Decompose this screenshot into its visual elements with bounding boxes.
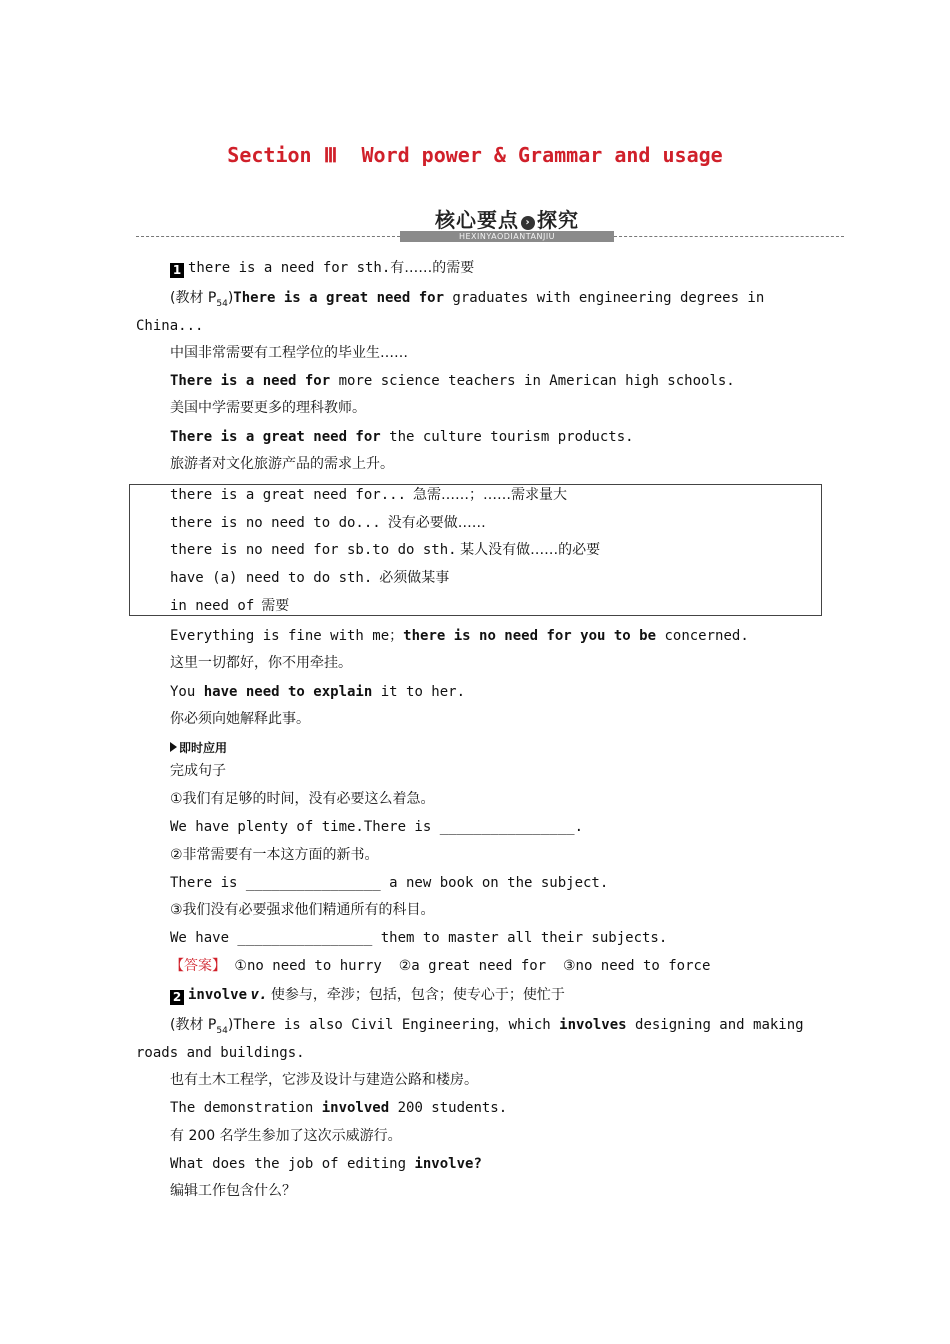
item1-source-line-cont: China... [136, 318, 204, 334]
item2-heading-en: involve [188, 987, 248, 1003]
item2-example3: What does the job of editing involve? [170, 1156, 482, 1172]
item1-heading-en: there is a need for sth. [188, 260, 391, 276]
item1-example2-translation: 美国中学需要更多的理科教师。 [170, 400, 366, 416]
answer-label: 【答案】 [170, 958, 226, 974]
question1-cn: ①我们有足够的时间，没有必要这么着急。 [170, 791, 435, 807]
item2-heading-pos: v. [250, 987, 268, 1003]
item1-example3-translation: 旅游者对文化旅游产品的需求上升。 [170, 456, 394, 472]
exercise-task: 完成句子 [170, 763, 226, 779]
item2-example3-translation: 编辑工作包含什么？ [170, 1183, 296, 1199]
item-number-badge: 1 [170, 263, 184, 278]
triangle-right-icon [170, 742, 177, 752]
answer-line [170, 957, 710, 976]
item2-example2-translation: 有 200 名学生参加了这次示威游行。 [170, 1128, 402, 1144]
phrase-box-row: in need of 需要 [170, 598, 290, 614]
item1-example4: Everything is fine with me；there is no need for you to be concerned. [170, 628, 749, 644]
apply-tag: 即时应用 [170, 739, 227, 756]
chevron-right-icon: › [521, 216, 535, 230]
item1-heading-cn: 有……的需要 [390, 260, 475, 276]
page-title: Section Ⅲ Word power & Grammar and usage [227, 143, 723, 167]
banner-divider-right [614, 236, 844, 237]
item2-source-line: (教材 $P_{54})There$ is also Civil Engineering，which involves designing and making [170, 1017, 804, 1036]
section-banner [136, 204, 844, 246]
question2-en: There is ________________ a new book on the subject. [170, 875, 609, 891]
item1-example1-translation: 中国非常需要有工程学位的毕业生…… [170, 345, 408, 361]
phrase-box-row: there is no need to do... 没有必要做…… [170, 515, 486, 531]
item1-example5-translation: 你必须向她解释此事。 [170, 711, 310, 727]
item1-heading [170, 259, 474, 278]
item2-heading-cn: 使参与，牵涉；包括，包含；使专心于；使忙于 [270, 987, 565, 1003]
item1-example5: You have need to explain it to her. [170, 684, 466, 700]
item1-source-line: (教材 $P_{54})There$ is a great need for graduates with engineering degrees in [170, 290, 765, 309]
item1-example3: There is a great need for the culture tourism products. [170, 429, 634, 445]
phrase-box-row: have (a) need to do sth. 必须做某事 [170, 570, 450, 586]
banner-subcaption: HEXINYAODIANTANJIU [400, 231, 614, 242]
item2-example1-translation: 也有土木工程学，它涉及设计与建造公路和楼房。 [170, 1072, 478, 1088]
item1-example2: There is a need for more science teachers in American high schools. [170, 373, 735, 389]
banner-divider-left [136, 236, 400, 237]
item2-example2: The demonstration involved 200 students. [170, 1100, 508, 1116]
question2-cn: ②非常需要有一本这方面的新书。 [170, 847, 379, 863]
item2-source-line-cont: roads and buildings. [136, 1045, 305, 1061]
question3-en: We have ________________ them to master all their subjects. [170, 930, 668, 946]
banner-caption-left: 核心要点 [435, 208, 519, 232]
item1-example4-translation: 这里一切都好，你不用牵挂。 [170, 655, 352, 671]
banner-caption [400, 204, 614, 233]
question1-en: We have plenty of time.There is ________________. [170, 819, 584, 835]
answer-text: ①no need to hurry ②a great need for ③no need to force [226, 958, 711, 974]
phrase-box-row: there is a great need for... 急需……；……需求量大 [170, 487, 568, 503]
question3-cn: ③我们没有必要强求他们精通所有的科目。 [170, 902, 435, 918]
banner-caption-right: 探究 [537, 208, 579, 232]
phrase-box-row: there is no need for sb.to do sth. 某人没有做……的必要 [170, 542, 601, 558]
item2-heading [170, 986, 565, 1005]
item-number-badge: 2 [170, 990, 184, 1005]
